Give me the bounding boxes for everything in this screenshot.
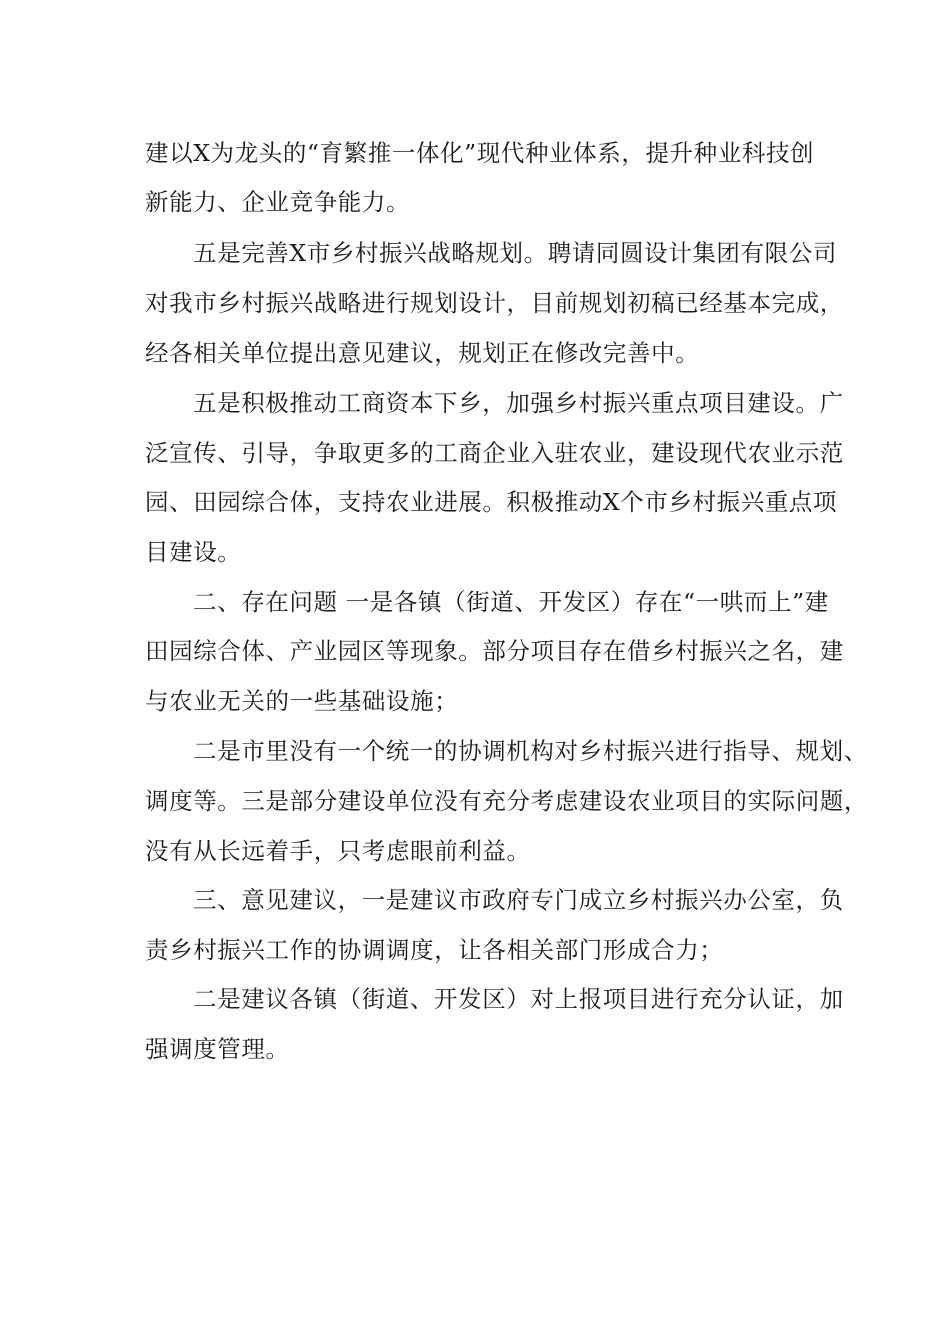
text-line: 经各相关单位提出意见建议，规划正在修改完善中。 <box>145 339 700 367</box>
paragraph-first-line: 二、存在问题 一是各镇（街道、开发区）存在“一哄而上”建 <box>193 588 829 616</box>
text-line: 与农业无关的一些基础设施； <box>145 687 459 715</box>
text-line: 目建设。 <box>145 538 242 566</box>
paragraph-first-line: 二是建议各镇（街道、开发区）对上报项目进行充分认证，加 <box>193 985 844 1013</box>
text-line: 田园综合体、产业园区等现象。部分项目存在借乡村振兴之名，建 <box>145 637 844 665</box>
text-line: 没有从长远着手，只考虑眼前利益。 <box>145 837 531 865</box>
text-line: 调度等。三是部分建设单位没有充分考虑建设农业项目的实际问题， <box>145 787 868 815</box>
text-line: 强调度管理。 <box>145 1035 290 1063</box>
paragraph-first-line: 三、意见建议，一是建议市政府专门成立乡村振兴办公室，负 <box>193 886 844 914</box>
paragraph-first-line: 五是完善X市乡村振兴战略规划。聘请同圆设计集团有限公司 <box>193 239 837 267</box>
text-line: 园、田园综合体，支持农业进展。积极推动X个市乡村振兴重点项 <box>145 488 838 516</box>
text-line: 责乡村振兴工作的协调调度，让各相关部门形成合力； <box>145 936 724 964</box>
text-line: 新能力、企业竞争能力。 <box>145 188 411 216</box>
text-line: 对我市乡村振兴战略进行规划设计，目前规划初稿已经基本完成， <box>145 289 844 317</box>
paragraph-first-line: 二是市里没有一个统一的协调机构对乡村振兴进行指导、规划、 <box>193 737 868 765</box>
paragraph-first-line: 五是积极推动工商资本下乡，加强乡村振兴重点项目建设。广 <box>193 389 844 417</box>
text-line: 建以X为龙头的“育繁推一体化”现代种业体系，提升种业科技创 <box>145 139 815 167</box>
text-line: 泛宣传、引导，争取更多的工商企业入驻农业，建设现代农业示范 <box>145 439 844 467</box>
